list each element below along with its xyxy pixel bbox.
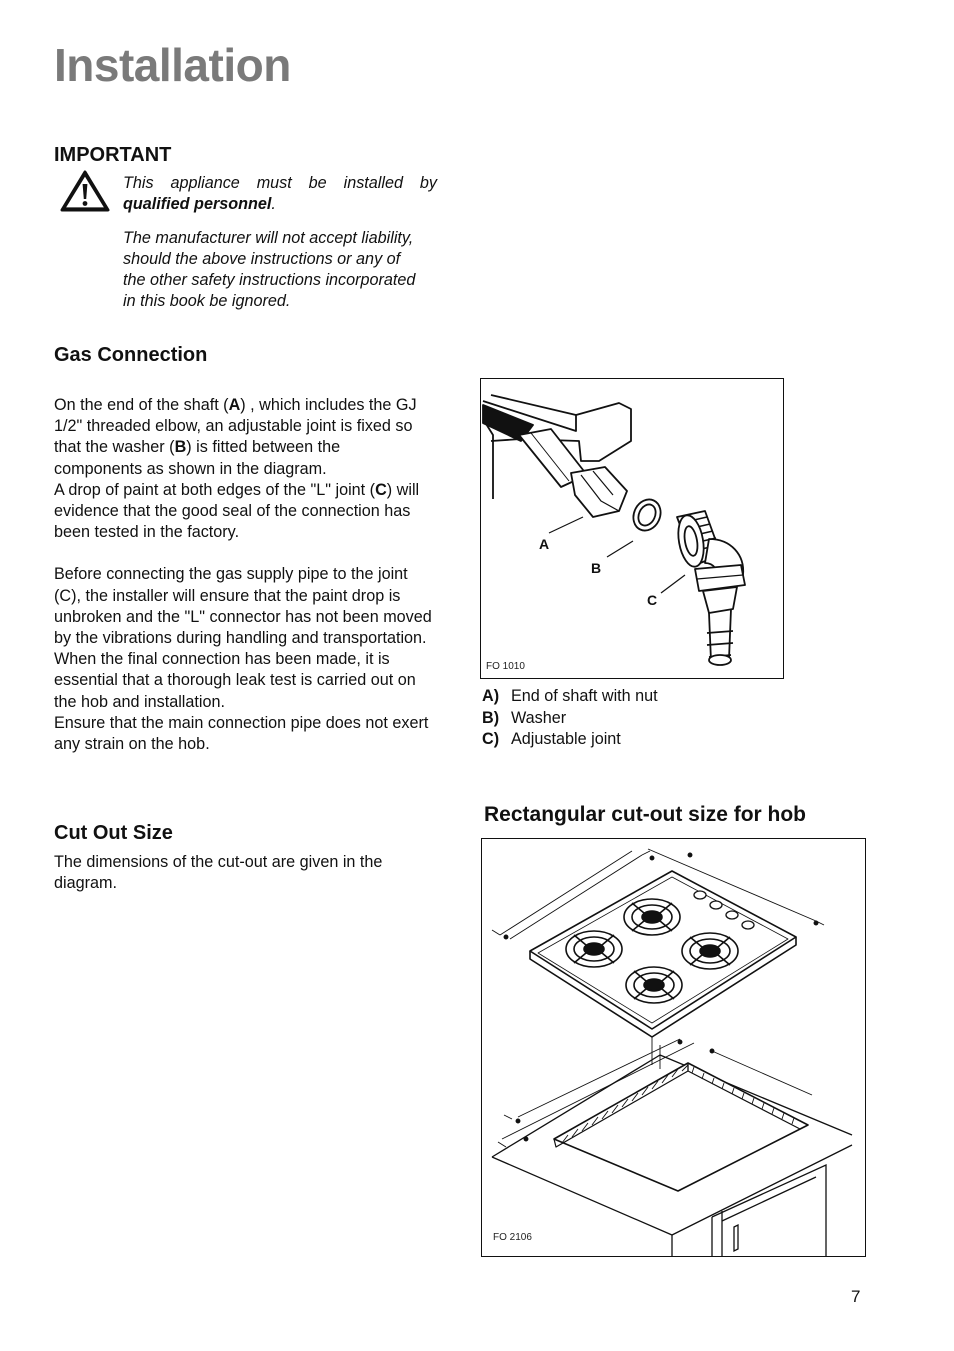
- figure2-heading: Rectangular cut-out size for hob: [484, 803, 807, 826]
- gas-paragraph-5: Ensure that the main connection pipe does not exert any strain on the hob.: [54, 713, 429, 754]
- important-period: .: [271, 195, 276, 213]
- important-line1: This appliance must be installed by: [123, 174, 437, 192]
- legend-text-a: End of shaft with nut: [511, 687, 658, 705]
- legend-item-b: [482, 708, 782, 730]
- text-run: A drop of paint at both edges of the "L" joint (: [54, 480, 376, 499]
- label-c: C: [647, 592, 658, 608]
- label-b: B: [591, 560, 602, 576]
- page-number: 7: [851, 1287, 861, 1306]
- bold-letter: B: [174, 438, 187, 457]
- legend-key-c: C): [482, 730, 500, 748]
- important-heading: IMPORTANT: [54, 144, 172, 166]
- cutout-diagram: [482, 839, 865, 1256]
- important-note: The manufacturer will not accept liability, should the above instructions or any of the other safety instructions incorporated in this book be ignored.: [123, 229, 416, 310]
- legend-item-c: [482, 729, 782, 751]
- page-title: Installation: [54, 39, 291, 91]
- cutout-figure: [481, 838, 866, 1257]
- text-run: On the end of the shaft (: [54, 396, 229, 414]
- important-text: [123, 173, 437, 215]
- legend-item-a: [482, 686, 782, 708]
- label-a: A: [539, 536, 550, 552]
- cutout-text: The dimensions of the cut-out are given in the diagram.: [54, 853, 383, 893]
- text-run: ) is fitted between the components as shown in the diagram.: [54, 438, 341, 478]
- cutout-heading: Cut Out Size: [54, 822, 173, 844]
- figure1-code: FO 1010: [486, 661, 525, 672]
- legend-key-a: A): [482, 687, 500, 705]
- gas-connection-figure: [480, 378, 784, 679]
- important-qualified: qualified personnel: [123, 195, 272, 213]
- legend-text-c: Adjustable joint: [511, 730, 621, 748]
- gas-paragraph-1: [54, 395, 432, 480]
- gas-heading: Gas Connection: [54, 344, 208, 366]
- gas-body: [54, 395, 432, 755]
- text-run: ) will evidence that the good seal of the connection has been tested in the factory.: [54, 480, 420, 542]
- legend-text-b: Washer: [511, 708, 567, 727]
- bold-letter: C: [375, 480, 387, 499]
- gas-connection-diagram: [481, 379, 783, 678]
- figure1-legend: [482, 686, 782, 751]
- gas-paragraph-4: When the final connection has been made, it is essential that a thorough leak test is carried out on the hob and installation.: [54, 650, 416, 711]
- warning-triangle-icon: [60, 170, 110, 212]
- gas-paragraph-2: [54, 480, 432, 544]
- gas-paragraph-3: Before connecting the gas supply pipe to the joint (C), the installer will ensure that the paint drop is unbroken and the "L" connector has not been moved by the vibrations during handling and transportation.: [54, 565, 432, 648]
- figure2-code: FO 2106: [493, 1232, 532, 1243]
- legend-key-b: B): [482, 708, 500, 727]
- bold-letter: A: [228, 396, 241, 414]
- text-run: ) , which includes the GJ 1/2" threaded elbow, an adjustable joint is fixed so that the washer (: [54, 396, 417, 457]
